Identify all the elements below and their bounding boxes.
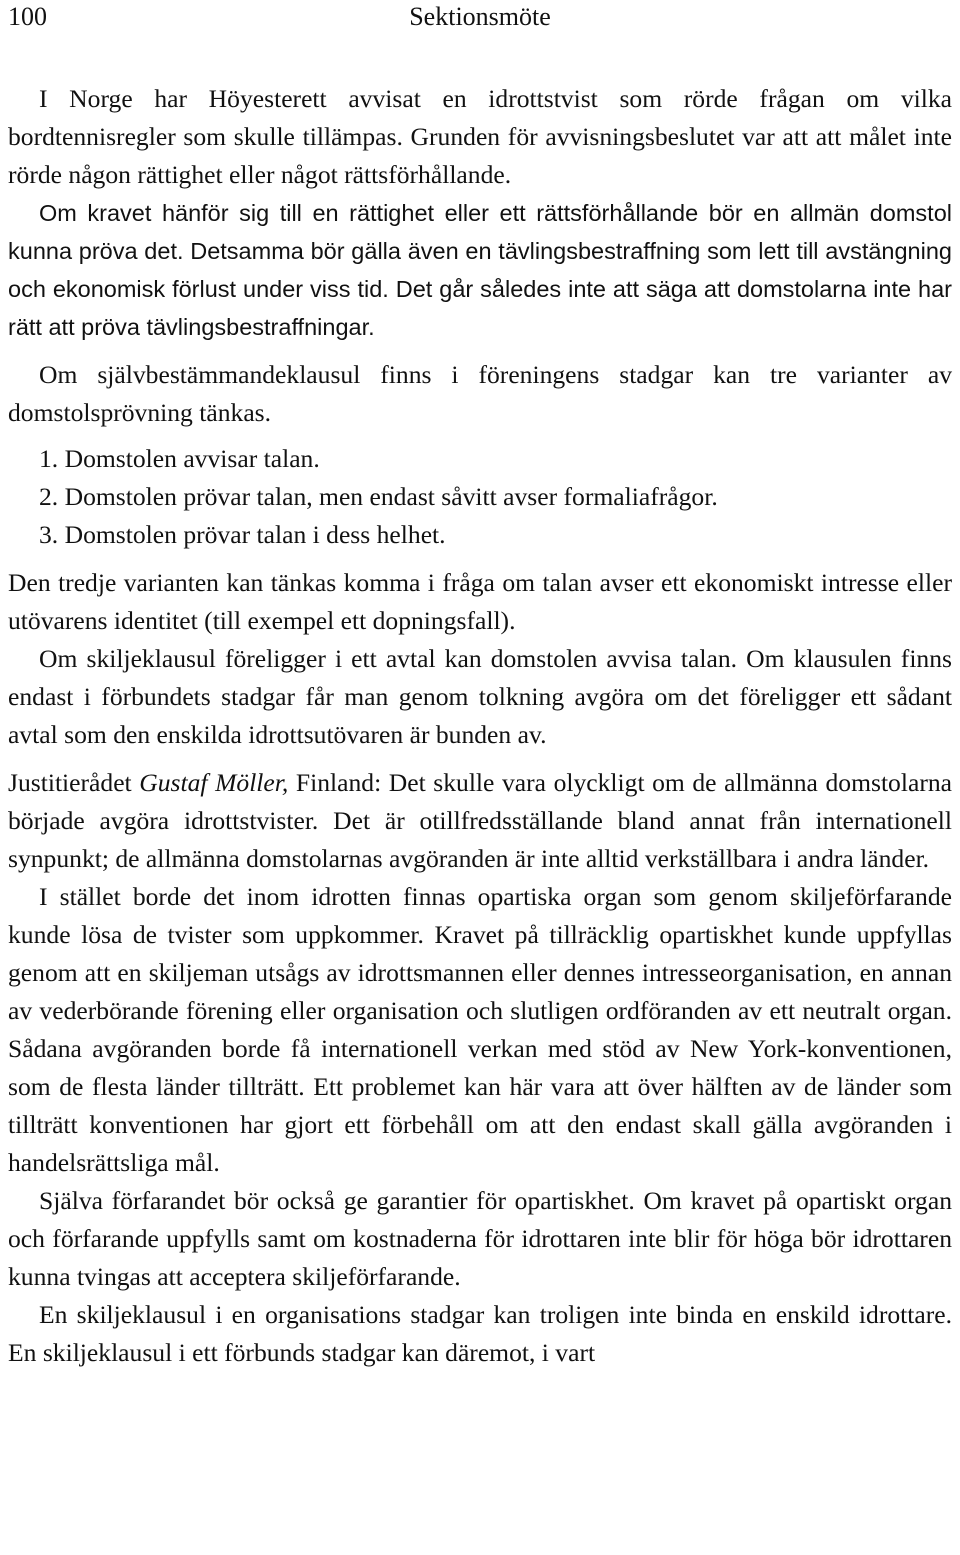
paragraph-self-determination-clause: Om självbestämmandeklausul finns i föreningens stadgar kan tre varianter av domstolsprövning tänkas. <box>8 360 952 427</box>
paragraph-arbitration-clause: Om skiljeklausul föreligger i ett avtal kan domstolen avvisa talan. Om klausulen finns endast i förbundets stadgar får man genom tolkning avgöra om det föreligger ett sådant avtal som den enskilda idrottsutövaren är bunden av. <box>8 644 952 749</box>
list-item: 2. Domstolen prövar talan, men endast såvitt avser formaliafrågor. <box>39 482 718 511</box>
paragraph-binding-clause: En skiljeklausul i en organisations stadgar kan troligen inte binda en enskild idrottare. En skiljeklausul i ett förbunds stadgar kan däremot, i vart <box>8 1300 952 1367</box>
paragraph-norway-case: I Norge har Höyesterett avvisat en idrottstvist som rörde frågan om vilka bordtennisregler som skulle tillämpas. Grunden för avvisningsbeslutet var att att målet inte rörde någon rättighet eller något rättsförhållande. <box>8 84 952 189</box>
running-title: Sektionsmöte <box>409 2 551 31</box>
speaker-name: Gustaf Möller, <box>139 768 289 797</box>
body-text <box>8 80 952 1372</box>
paragraph-moller-statement <box>8 764 952 878</box>
list-item: 1. Domstolen avvisar talan. <box>39 444 320 473</box>
alternatives-list <box>8 440 952 554</box>
paragraph-right-to-try: Om kravet hänför sig till en rättighet eller ett rättsförhållande bör en allmän domstol kunna pröva det. Detsamma bör gälla även en tävlingsbestraffning som lett till avstängning och ekonomisk förlust under viss tid. Det går således inte att säga att domstolarna inte har rätt att pröva tävlingsbestraffningar. <box>8 200 952 340</box>
paragraph-impartial-bodies: I stället borde det inom idrotten finnas opartiska organ som genom skiljeförfarande kunde lösa de tvister som uppkommer. Kravet på tillräcklig opartiskhet kunde uppfyllas genom att en skiljeman utsågs av idrottsmannen eller dennes intresseorganisation, en annan av vederbörande förening eller organisation och slutligen ordföranden av ett neutralt organ. Sådana avgöranden borde få internationell verkan med stöd av New York-konventionen, som de flesta länder tillträtt. Ett problemet kan här vara att över hälften av de länder som tillträtt konventionen har gjort ett förbehåll om att den endast skall gälla avgöranden i handelsrättsliga mål. <box>8 882 952 1177</box>
speaker-title: Justitierådet <box>8 768 140 797</box>
paragraph-third-variant: Den tredje varianten kan tänkas komma i fråga om talan avser ett ekonomiskt intresse eller utövarens identitet (till exempel ett dopningsfall). <box>8 568 952 635</box>
page-header <box>8 0 952 34</box>
list-item: 3. Domstolen prövar talan i dess helhet. <box>39 520 446 549</box>
page-number: 100 <box>8 2 47 31</box>
statement-text: Finland: Det skulle vara olyckligt om de allmänna domstolarna började avgöra idrottstvister. Det är otillfredsställande bland annat från internationell synpunkt; de allmänna domstolarnas avgöranden är inte alltid verkställbara i andra länder. <box>8 768 952 873</box>
paragraph-procedure-guarantees: Själva förfarandet bör också ge garantier för opartiskhet. Om kravet på opartiskt organ och förfarande uppfylls samt om kostnaderna för idrottaren inte blir för höga bör idrottaren kunna tvingas att acceptera skiljeförfarande. <box>8 1186 952 1291</box>
